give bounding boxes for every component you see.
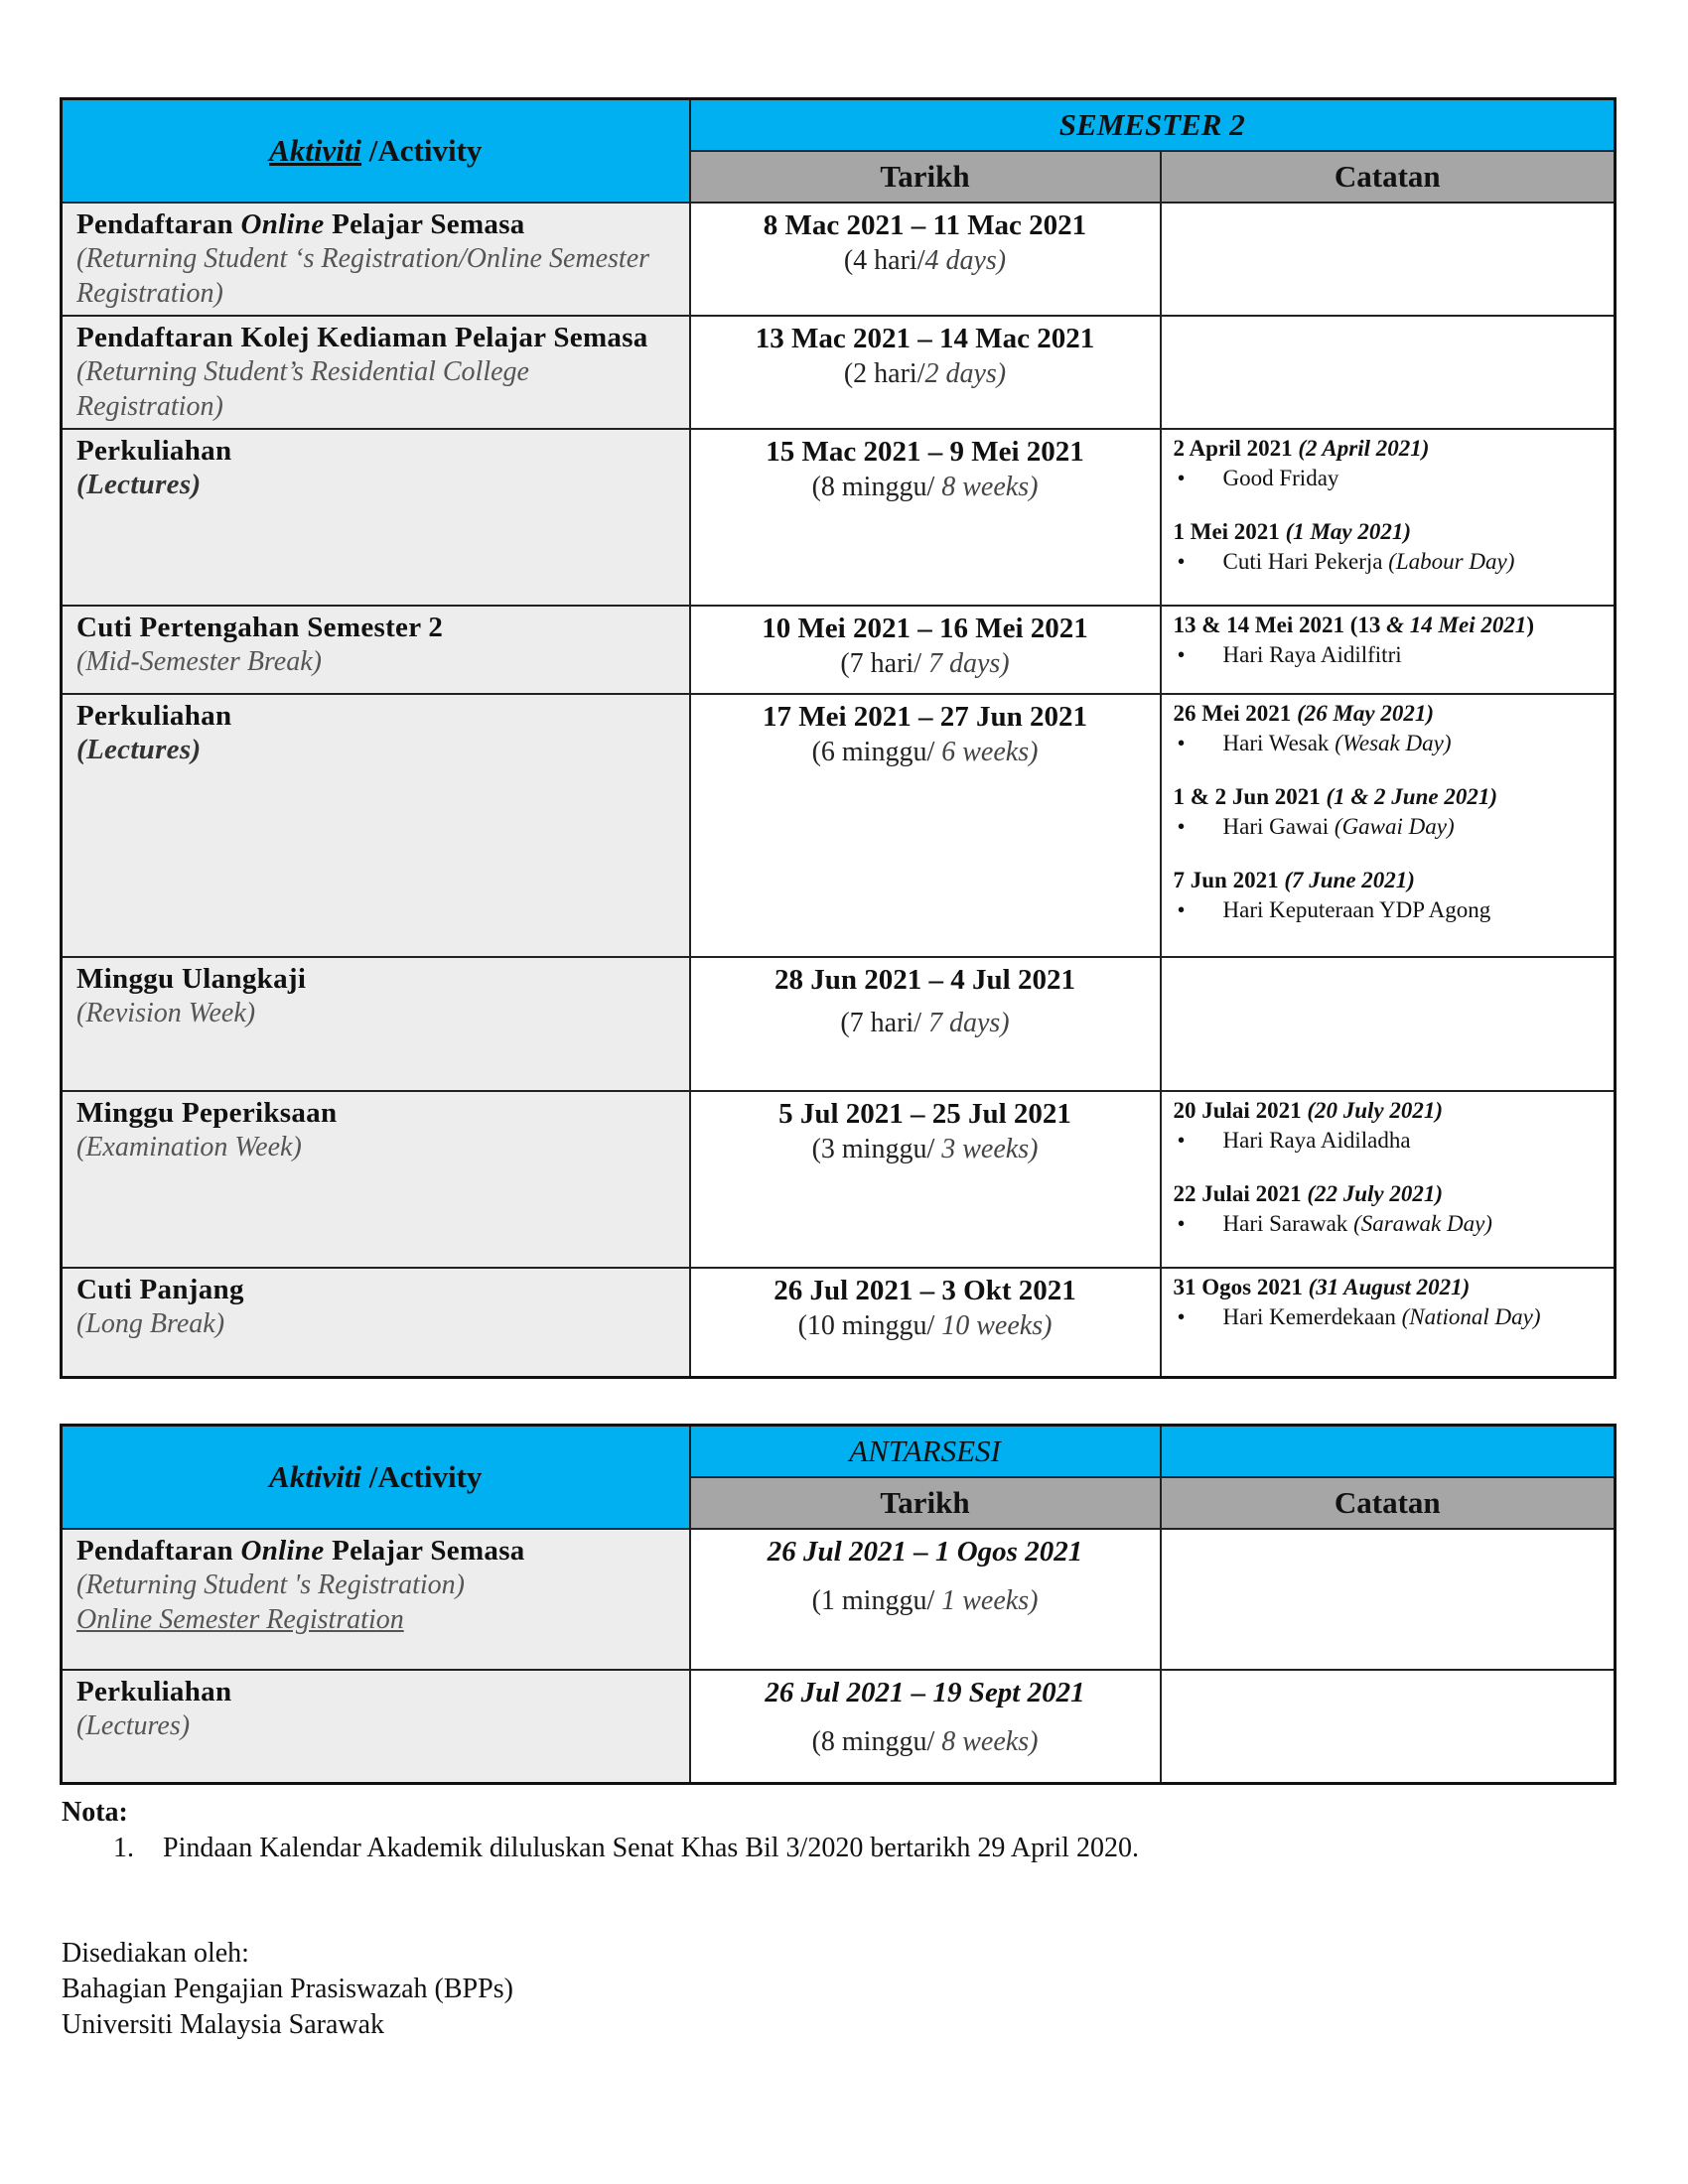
table-row bbox=[62, 429, 1616, 606]
activity-subtitle-link: Online Semester Registration bbox=[76, 1604, 404, 1635]
activity-subtitle: (Mid-Semester Break) bbox=[76, 646, 322, 677]
activity-header bbox=[62, 99, 690, 204]
note-date: 2 April 2021 (2 April 2021) bbox=[1173, 436, 1430, 461]
nota-title: Nota: bbox=[62, 1797, 128, 1828]
activity-subtitle: (Lectures) bbox=[76, 469, 202, 500]
date-range: 5 Jul 2021 – 25 Jul 2021 bbox=[778, 1098, 1071, 1130]
activity-title: Minggu Ulangkaji bbox=[76, 963, 307, 995]
date-cell bbox=[690, 1529, 1161, 1670]
date-range: 26 Jul 2021 – 3 Okt 2021 bbox=[774, 1275, 1076, 1306]
table-row bbox=[62, 1670, 1616, 1783]
activity-header-malay: Aktiviti bbox=[269, 133, 362, 168]
bullet-icon: • bbox=[1177, 466, 1186, 490]
duration: (7 hari/ 7 days) bbox=[840, 648, 1010, 679]
bullet-icon: • bbox=[1177, 897, 1186, 922]
date-range: 8 Mac 2021 – 11 Mac 2021 bbox=[763, 209, 1087, 241]
table-row bbox=[62, 694, 1616, 957]
duration: (8 minggu/ 8 weeks) bbox=[811, 472, 1039, 502]
date-range: 15 Mac 2021 – 9 Mei 2021 bbox=[766, 436, 1084, 468]
bullet-icon: • bbox=[1177, 814, 1186, 839]
note-item: • Hari Sarawak (Sarawak Day) bbox=[1174, 1209, 1603, 1239]
notes-cell bbox=[1161, 1091, 1616, 1268]
date-cell bbox=[690, 1268, 1161, 1377]
note-item: • Hari Wesak (Wesak Day) bbox=[1174, 729, 1603, 758]
notes-cell bbox=[1161, 1268, 1616, 1377]
table-row bbox=[62, 606, 1616, 694]
note-date: 7 Jun 2021 (7 June 2021) bbox=[1173, 868, 1415, 892]
date-cell bbox=[690, 1091, 1161, 1268]
activity-subtitle: (Returning Student 's Registration) bbox=[76, 1570, 465, 1600]
table-row bbox=[62, 316, 1616, 429]
semester-header: SEMESTER 2 bbox=[690, 99, 1616, 152]
notes-column-header: Catatan bbox=[1161, 151, 1616, 203]
notes-cell bbox=[1161, 316, 1616, 429]
note-item: • Hari Keputeraan YDP Agong bbox=[1174, 895, 1603, 925]
bullet-icon: • bbox=[1177, 731, 1186, 755]
table-row bbox=[62, 957, 1616, 1091]
prepared-by-label: Disediakan oleh: bbox=[62, 1938, 249, 1969]
university-name: Universiti Malaysia Sarawak bbox=[62, 2009, 385, 2040]
duration: (2 hari/2 days) bbox=[843, 358, 1007, 389]
note-item: • Hari Kemerdekaan (National Day) bbox=[1174, 1302, 1603, 1332]
bullet-icon: • bbox=[1177, 549, 1186, 574]
activity-cell bbox=[62, 1091, 690, 1268]
activity-title: Pendaftaran Online Pelajar Semasa bbox=[76, 208, 525, 240]
blank-header bbox=[1161, 1426, 1616, 1478]
date-cell bbox=[690, 1670, 1161, 1783]
note-item: • Hari Raya Aidilfitri bbox=[1174, 640, 1603, 670]
semester-2-table bbox=[60, 97, 1617, 1379]
activity-header-malay: Aktiviti bbox=[269, 1459, 362, 1494]
notes-cell bbox=[1161, 606, 1616, 694]
activity-cell bbox=[62, 429, 690, 606]
antarsesi-header: ANTARSESI bbox=[690, 1426, 1161, 1478]
prepared-by-block bbox=[62, 1936, 513, 2043]
date-cell bbox=[690, 316, 1161, 429]
notes-cell bbox=[1161, 694, 1616, 957]
duration: (10 minggu/ 10 weeks) bbox=[797, 1310, 1053, 1341]
activity-cell bbox=[62, 694, 690, 957]
activity-cell bbox=[62, 957, 690, 1091]
date-cell bbox=[690, 606, 1161, 694]
bullet-icon: • bbox=[1177, 642, 1186, 667]
note-item: • Good Friday bbox=[1174, 464, 1603, 493]
nota-block bbox=[62, 1795, 1139, 1866]
bullet-icon: • bbox=[1177, 1128, 1186, 1153]
activity-title: Perkuliahan bbox=[76, 700, 232, 732]
activity-cell bbox=[62, 316, 690, 429]
note-item: • Hari Gawai (Gawai Day) bbox=[1174, 812, 1603, 842]
date-range: 13 Mac 2021 – 14 Mac 2021 bbox=[755, 323, 1095, 354]
date-range: 26 Jul 2021 – 1 Ogos 2021 bbox=[767, 1536, 1083, 1568]
activity-title: Cuti Pertengahan Semester 2 bbox=[76, 612, 444, 643]
duration: (6 minggu/ 6 weeks) bbox=[811, 737, 1039, 767]
note-date: 1 & 2 Jun 2021 (1 & 2 June 2021) bbox=[1173, 784, 1497, 809]
duration: (4 hari/4 days) bbox=[843, 245, 1007, 276]
activity-cell bbox=[62, 203, 690, 316]
note-date: 22 Julai 2021 (22 July 2021) bbox=[1173, 1181, 1444, 1206]
notes-cell bbox=[1161, 1529, 1616, 1670]
activity-title: Perkuliahan bbox=[76, 435, 232, 467]
notes-cell bbox=[1161, 203, 1616, 316]
note-item: • Hari Raya Aidiladha bbox=[1174, 1126, 1603, 1156]
activity-title: Pendaftaran Online Pelajar Semasa bbox=[76, 1535, 525, 1567]
table-row bbox=[62, 203, 1616, 316]
date-cell bbox=[690, 957, 1161, 1091]
nota-item: 1. Pindaan Kalendar Akademik diluluskan Senat Khas Bil 3/2020 bertarikh 29 April 2020. bbox=[113, 1833, 1139, 1863]
date-range: 17 Mei 2021 – 27 Jun 2021 bbox=[762, 701, 1088, 733]
date-cell bbox=[690, 203, 1161, 316]
activity-header-english: /Activity bbox=[368, 133, 483, 168]
note-date: 20 Julai 2021 (20 July 2021) bbox=[1173, 1098, 1444, 1123]
note-date: 13 & 14 Mei 2021 (13 & 14 Mei 2021) bbox=[1173, 613, 1535, 637]
date-cell bbox=[690, 694, 1161, 957]
date-range: 28 Jun 2021 – 4 Jul 2021 bbox=[774, 964, 1075, 996]
department-name: Bahagian Pengajian Prasiswazah (BPPs) bbox=[62, 1974, 513, 2004]
note-date: 26 Mei 2021 (26 May 2021) bbox=[1173, 701, 1435, 726]
table-row bbox=[62, 1091, 1616, 1268]
bullet-icon: • bbox=[1177, 1304, 1186, 1329]
activity-subtitle: (Long Break) bbox=[76, 1308, 225, 1339]
date-range: 26 Jul 2021 – 19 Sept 2021 bbox=[765, 1677, 1085, 1708]
date-cell bbox=[690, 429, 1161, 606]
activity-subtitle: (Returning Student ‘s Registration/Online Semester Registration) bbox=[76, 243, 650, 309]
note-date: 1 Mei 2021 (1 May 2021) bbox=[1173, 519, 1412, 544]
activity-subtitle: (Returning Student’s Residential College Registration) bbox=[76, 356, 529, 422]
note-item: • Cuti Hari Pekerja (Labour Day) bbox=[1174, 547, 1603, 577]
activity-cell bbox=[62, 1529, 690, 1670]
notes-cell bbox=[1161, 429, 1616, 606]
note-date: 31 Ogos 2021 (31 August 2021) bbox=[1173, 1275, 1471, 1299]
duration: (7 hari/ 7 days) bbox=[840, 1008, 1010, 1038]
bullet-icon: • bbox=[1177, 1211, 1186, 1236]
duration: (1 minggu/ 1 weeks) bbox=[811, 1585, 1039, 1616]
activity-title: Perkuliahan bbox=[76, 1676, 232, 1707]
notes-column-header: Catatan bbox=[1161, 1477, 1616, 1529]
activity-title: Minggu Peperiksaan bbox=[76, 1097, 338, 1129]
activity-cell bbox=[62, 606, 690, 694]
notes-cell bbox=[1161, 1670, 1616, 1783]
duration: (8 minggu/ 8 weeks) bbox=[811, 1726, 1039, 1757]
activity-title: Pendaftaran Kolej Kediaman Pelajar Semasa bbox=[76, 322, 648, 353]
notes-cell bbox=[1161, 957, 1616, 1091]
activity-header bbox=[62, 1426, 690, 1530]
activity-cell bbox=[62, 1670, 690, 1783]
date-column-header: Tarikh bbox=[690, 151, 1161, 203]
activity-subtitle: (Lectures) bbox=[76, 734, 202, 765]
activity-cell bbox=[62, 1268, 690, 1377]
antarsesi-table bbox=[60, 1424, 1617, 1785]
activity-subtitle: (Lectures) bbox=[76, 1710, 191, 1741]
activity-subtitle: (Examination Week) bbox=[76, 1132, 302, 1162]
duration: (3 minggu/ 3 weeks) bbox=[811, 1134, 1039, 1164]
date-range: 10 Mei 2021 – 16 Mei 2021 bbox=[762, 613, 1088, 644]
activity-header-english: /Activity bbox=[368, 1459, 483, 1494]
table-row bbox=[62, 1268, 1616, 1377]
table-row bbox=[62, 1529, 1616, 1670]
date-column-header: Tarikh bbox=[690, 1477, 1161, 1529]
activity-title: Cuti Panjang bbox=[76, 1274, 244, 1305]
activity-subtitle: (Revision Week) bbox=[76, 998, 256, 1028]
